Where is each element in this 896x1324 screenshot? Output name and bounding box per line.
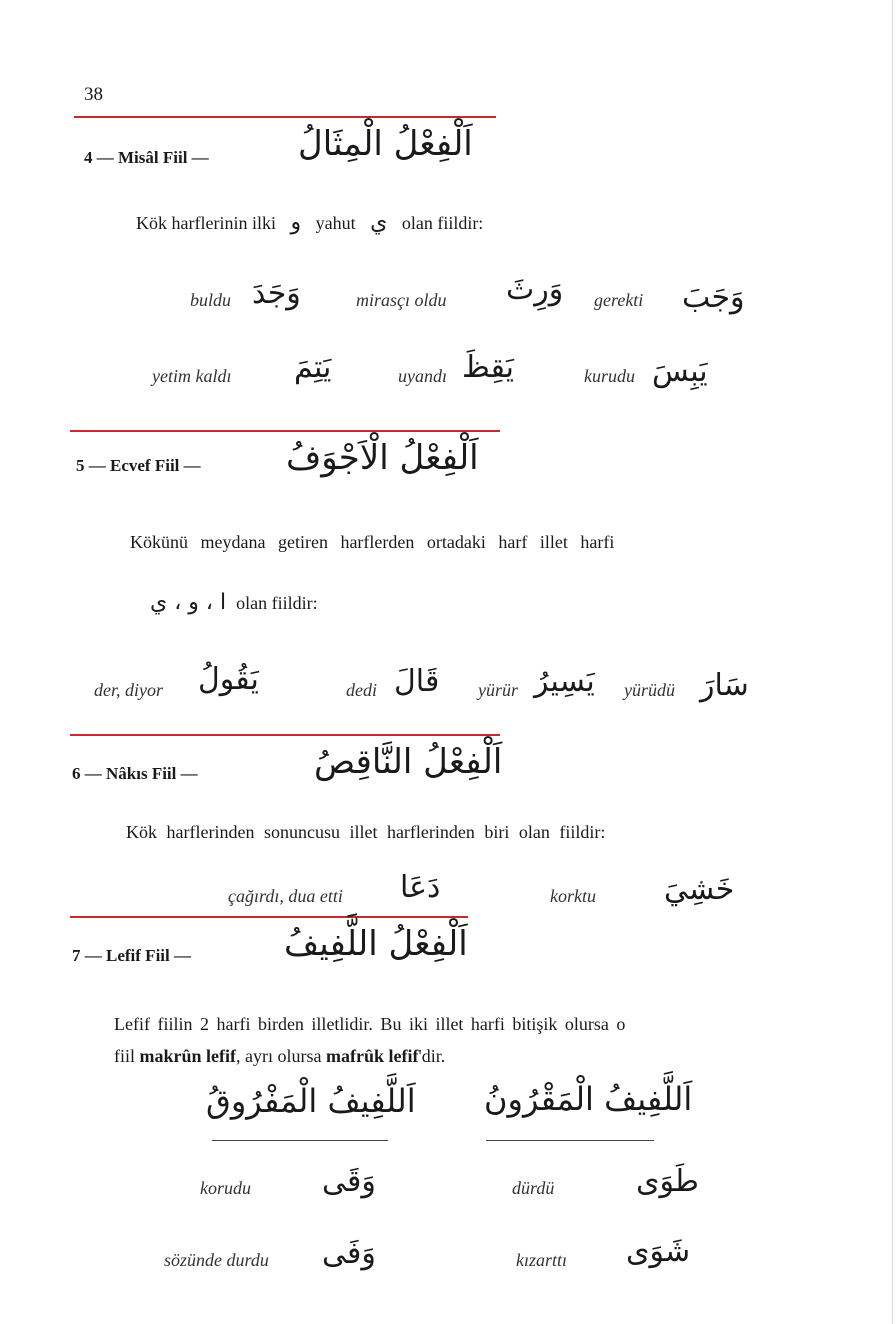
example-translation: korudu — [200, 1178, 251, 1198]
example-translation: korktu — [550, 886, 596, 906]
desc-part: Kök harflerinin ilki — [136, 213, 276, 233]
section-rule — [70, 430, 500, 432]
desc-part: olan fiildir: — [401, 213, 484, 233]
example-translation: uyandı — [398, 366, 447, 386]
section-7-arabic-title: اَلْفِعْلُ اللَّفِيفُ — [284, 924, 468, 964]
desc-part: yahut — [315, 213, 356, 233]
example-arabic: يَبِسَ — [652, 354, 708, 389]
term-makrun: makrûn lefif — [139, 1046, 236, 1066]
desc-part: olan fiildir: — [236, 593, 318, 613]
example-arabic: وَفَى — [322, 1236, 376, 1271]
term-mafruk: mafrûk lefif — [325, 1046, 419, 1066]
section-rule — [70, 734, 500, 736]
section-6-heading: 6 — Nâkıs Fiil — — [72, 764, 198, 783]
section-6-description: Kök harflerinden sonuncusu illet harflerinden biri olan fiildir: — [126, 822, 606, 842]
page-edge — [892, 0, 893, 1324]
section-4-heading: 4 — Misâl Fiil — — [84, 148, 209, 167]
desc-part: fiil — [114, 1046, 135, 1066]
example-translation: sözünde durdu — [164, 1250, 269, 1270]
section-6-arabic-title: اَلْفِعْلُ النَّاقِصُ — [314, 742, 503, 782]
example-arabic: يَقِظَ — [462, 350, 515, 385]
example-arabic: يَقُولُ — [198, 662, 259, 697]
example-translation: yetim kaldı — [152, 366, 232, 386]
section-5-arabic-title: اَلْفِعْلُ الْاَجْوَفُ — [286, 438, 479, 478]
example-arabic: يَتِمَ — [294, 350, 332, 385]
example-translation: yürüdü — [624, 680, 675, 700]
section-rule — [74, 116, 496, 118]
section-4-arabic-title: اَلْفِعْلُ الْمِثَالُ — [298, 124, 473, 164]
column-rule — [486, 1140, 654, 1141]
example-translation: yürür — [478, 680, 518, 700]
example-arabic: دَعَا — [400, 870, 441, 905]
example-arabic: وَجَبَ — [682, 280, 745, 315]
section-rule — [70, 916, 468, 918]
example-arabic: خَشِيَ — [664, 872, 735, 907]
section-4-description — [136, 210, 483, 235]
example-arabic: وَرِثَ — [506, 272, 564, 307]
arabic-letter-ya: ي — [370, 210, 388, 235]
section-5-description-2 — [150, 590, 318, 615]
column-title-makrun: اَللَّفِيفُ الْمَقْرُونُ — [484, 1080, 693, 1118]
section-7-heading: 7 — Lefif Fiil — — [72, 946, 191, 965]
desc-part: 'dir. — [418, 1046, 446, 1066]
example-translation: mirasçı oldu — [356, 290, 447, 310]
example-translation: kızarttı — [516, 1250, 568, 1270]
example-arabic: طَوَى — [636, 1164, 699, 1199]
example-arabic: سَارَ — [700, 668, 749, 703]
column-rule — [212, 1140, 388, 1141]
example-translation: dedi — [346, 680, 377, 700]
example-arabic: وَقَى — [322, 1164, 376, 1199]
example-translation: buldu — [190, 290, 232, 310]
arabic-letter-waw: و — [290, 210, 302, 235]
example-translation: kurudu — [584, 366, 635, 386]
example-translation: dürdü — [512, 1178, 555, 1198]
desc-part: , ayrı olursa — [236, 1046, 322, 1066]
section-5-description: Kökünü meydana getiren harflerden ortadaki harf illet harfi — [130, 532, 615, 552]
example-translation: der, diyor — [94, 680, 163, 700]
section-5-heading: 5 — Ecvef Fiil — — [76, 456, 201, 475]
page-number: 38 — [84, 84, 103, 105]
column-title-mafruk: اَللَّفِيفُ الْمَفْرُوقُ — [206, 1082, 416, 1120]
example-translation: çağırdı, dua etti — [228, 886, 343, 906]
example-translation: gerekti — [594, 290, 644, 310]
example-arabic: قَالَ — [394, 664, 440, 699]
example-arabic: شَوَى — [626, 1234, 691, 1269]
arabic-illet-letters: ا ، و ، ي — [150, 590, 227, 615]
example-arabic: وَجَدَ — [252, 276, 301, 311]
example-arabic: يَسِيرُ — [534, 664, 595, 699]
section-7-description-2 — [114, 1046, 445, 1067]
section-7-description: Lefif fiilin 2 harfi birden illetlidir. Bu iki illet harfi bitişik olursa o — [114, 1014, 626, 1034]
